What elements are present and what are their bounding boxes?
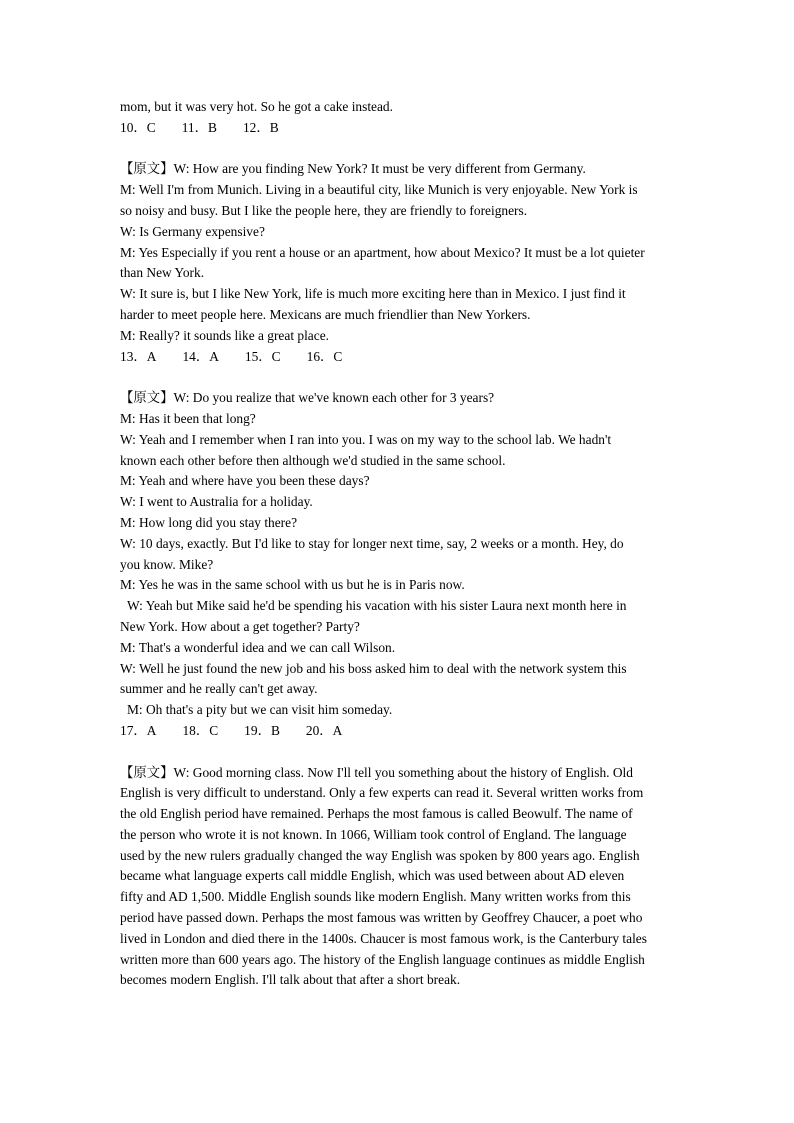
transcript-line: M: Well I'm from Munich. Living in a beautiful city, like Munich is very enjoyable. New York is [120, 182, 638, 198]
transcript-line: M: Yes Especially if you rent a house or an apartment, how about Mexico? It must be a lot quieter [120, 244, 645, 260]
transcript-line: than New York. [120, 265, 205, 281]
answer-19: 19．B [244, 722, 280, 738]
transcript-line: becomes modern English. I'll talk about that after a short break. [120, 972, 461, 988]
transcript-line: W: Well he just found the new job and his boss asked him to deal with the network system this [120, 660, 627, 676]
transcript-line: lived in London and died there in the 1400s. Chaucer is most famous work, is the Canterbury tales [120, 930, 647, 946]
transcript-heading-line: 【原文】W: How are you finding New York? It must be very different from Germany. [120, 161, 586, 177]
transcript-line: period have passed down. Perhaps the most famous was written by Geoffrey Chaucer, a poet who [120, 910, 643, 926]
answer-20: 20．A [305, 722, 343, 738]
transcript-line: used by the new rulers gradually changed the way English was spoken by 800 years ago. English [120, 847, 640, 863]
answer-10: 10．C [120, 119, 156, 135]
transcript-line: became what language experts call middle English, which was used between about AD eleven [120, 868, 625, 884]
answer-18: 18．C [182, 722, 219, 738]
transcript-heading-line: 【原文】W: Do you realize that we've known each other for 3 years? [120, 390, 495, 406]
transcript-line: M: Oh that's a pity but we can visit him someday. [127, 702, 393, 718]
answer-row [120, 347, 680, 368]
transcript-line: New York. How about a get together? Party? [120, 618, 360, 634]
answer-15: 15．C [244, 348, 281, 364]
transcript-line: M: Has it been that long? [120, 410, 256, 426]
transcript-line: W: Yeah but Mike said he'd be spending his vacation with his sister Laura next month here in [127, 598, 627, 614]
transcript-line: M: Yeah and where have you been these days? [120, 473, 370, 489]
answer-row [120, 118, 680, 139]
transcript-heading-line: 【原文】W: Good morning class. Now I'll tell you something about the history of English. Old [120, 764, 633, 780]
transcript-line: W: Is Germany expensive? [120, 223, 265, 239]
answer-13: 13．A [120, 348, 157, 364]
transcript-line: W: Yeah and I remember when I ran into you. I was on my way to the school lab. We hadn't [120, 431, 612, 447]
transcript-line: fifty and AD 1,500. Middle English sounds like modern English. Many written works from this [120, 889, 631, 905]
transcript-line: English is very difficult to understand. Only a few experts can read it. Several written works from [120, 785, 644, 801]
transcript-line: M: Really? it sounds like a great place. [120, 327, 329, 343]
answer-14: 14．A [182, 348, 219, 364]
answer-12: 12．B [242, 119, 279, 135]
transcript-line: M: Yes he was in the same school with us but he is in Paris now. [120, 577, 465, 593]
transcript-line: harder to meet people here. Mexicans are much friendlier than New Yorkers. [120, 306, 531, 322]
transcript-line: W: It sure is, but I like New York, life is much more exciting here than in Mexico. I just find it [120, 286, 626, 302]
transcript-line: summer and he really can't get away. [120, 681, 318, 697]
transcript-line: you know. Mike? [120, 556, 214, 572]
answer-16: 16．C [306, 348, 343, 364]
transcript-line: known each other before then although we'd studied in the same school. [120, 452, 506, 468]
transcript-line: the old English period have remained. Perhaps the most famous is called Beowulf. The name of [120, 806, 633, 822]
answer-row [120, 721, 680, 742]
transcript-line: M: How long did you stay there? [120, 514, 298, 530]
transcript-line: the person who wrote it is not known. In 1066, William took control of England. The language [120, 826, 627, 842]
transcript-line: mom, but it was very hot. So he got a cake instead. [120, 99, 393, 114]
document-page [120, 97, 680, 991]
transcript-line: W: I went to Australia for a holiday. [120, 494, 313, 510]
transcript-line: M: That's a wonderful idea and we can call Wilson. [120, 639, 396, 655]
answer-17: 17．A [120, 722, 157, 738]
transcript-line: W: 10 days, exactly. But I'd like to stay for longer next time, say, 2 weeks or a month. Hey, do [120, 535, 624, 551]
transcript-line: written more than 600 years ago. The history of the English language continues as middle English [120, 951, 645, 967]
answer-11: 11．B [181, 119, 217, 135]
transcript-line: so noisy and busy. But I like the people here, they are friendly to foreigners. [120, 202, 528, 218]
